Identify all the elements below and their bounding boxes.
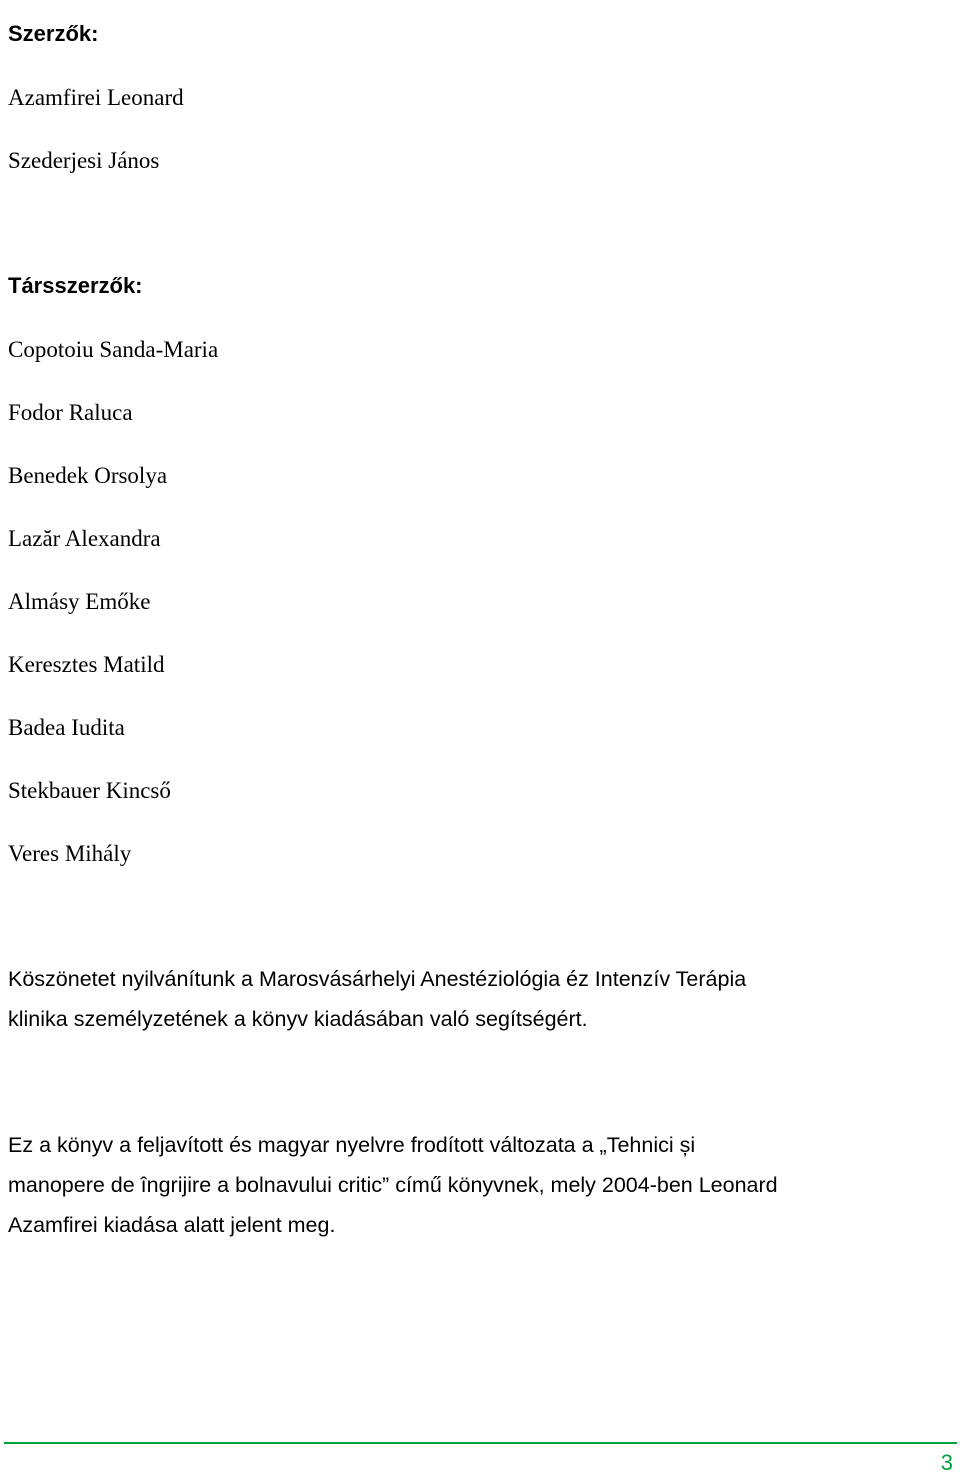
edition-note-line: manopere de îngrijire a bolnavului critic” című könyvnek, mely 2004-ben Leonard [8,1173,778,1197]
coauthor-name: Benedek Orsolya [8,463,168,488]
coauthor-name: Almásy Emőke [8,589,151,614]
edition-note-line: Azamfirei kiadása alatt jelent meg. [8,1213,336,1237]
coauthor-name: Veres Mihály [8,841,132,866]
coauthor-name: Badea Iudita [8,715,125,740]
coauthor-name: Copotoiu Sanda-Maria [8,337,219,362]
coauthor-name: Keresztes Matild [8,652,165,677]
author-name: Azamfirei Leonard [8,85,184,110]
edition-note-paragraph [8,1125,952,1245]
acknowledgement-line: Köszönetet nyilvánítunk a Marosvásárhelyi Anestéziológia éz Intenzív Terápia [8,967,747,991]
acknowledgement-paragraph [8,959,952,1039]
authors-heading: Szerzők: [8,21,99,46]
page-number: 3 [940,1450,953,1475]
edition-note-line: Ez a könyv a feljavított és magyar nyelvre frodított változata a „Tehnici și [8,1133,696,1157]
coauthor-name: Lazăr Alexandra [8,526,161,551]
acknowledgement-line: klinika személyzetének a könyv kiadásában való segítségért. [8,1007,588,1031]
coauthors-heading: Társszerzők: [8,273,143,298]
footer-divider [4,1442,957,1444]
coauthor-name: Fodor Raluca [8,400,133,425]
coauthor-name: Stekbauer Kincső [8,778,171,803]
author-name: Szederjesi János [8,148,160,173]
